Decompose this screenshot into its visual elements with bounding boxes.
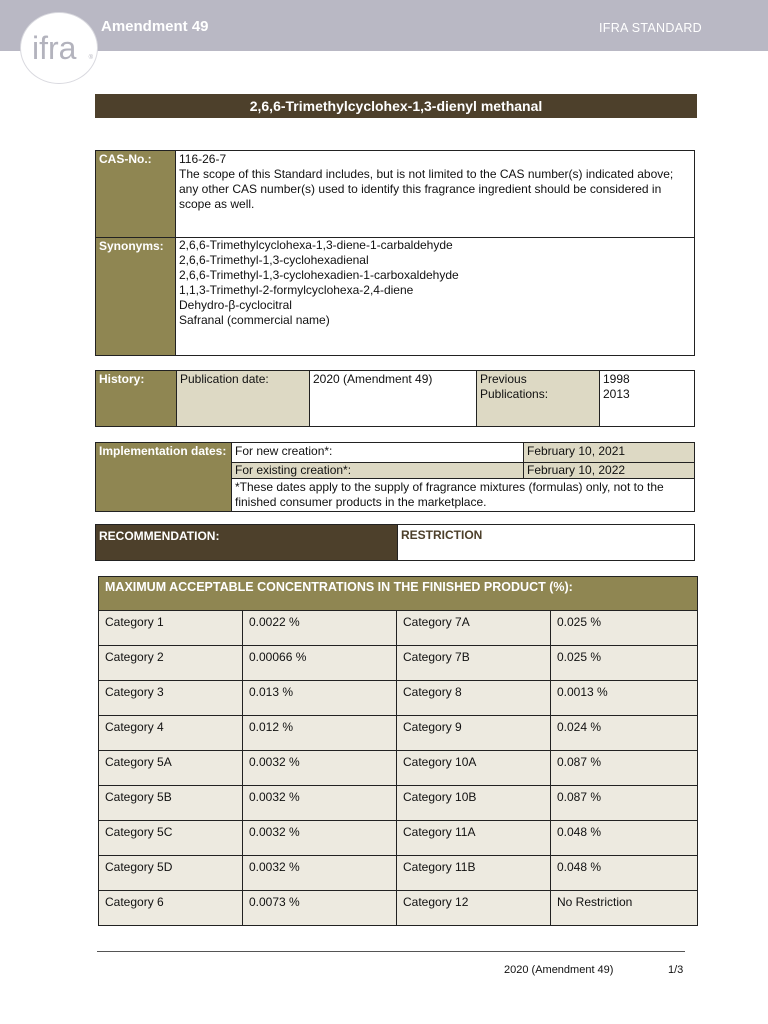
page-header xyxy=(0,0,768,51)
category-value: 0.025 % xyxy=(551,646,698,681)
identity-table xyxy=(95,150,695,356)
standard-label: IFRA STANDARD xyxy=(599,21,702,35)
category-name: Category 9 xyxy=(397,716,551,751)
category-value: 0.048 % xyxy=(551,856,698,891)
implementation-table xyxy=(95,442,695,512)
amendment-label: Amendment 49 xyxy=(101,18,209,35)
category-name: Category 5B xyxy=(99,786,243,821)
synonyms-label: Synonyms: xyxy=(96,238,176,356)
ifra-logo xyxy=(20,12,98,84)
table-row xyxy=(99,856,698,891)
synonyms-cell xyxy=(176,238,695,356)
table-row xyxy=(99,821,698,856)
category-name: Category 5C xyxy=(99,821,243,856)
table-row xyxy=(99,681,698,716)
synonym-item: Safranal (commercial name) xyxy=(179,313,330,327)
category-name: Category 1 xyxy=(99,611,243,646)
category-name: Category 7A xyxy=(397,611,551,646)
category-value: 0.0013 % xyxy=(551,681,698,716)
synonym-item: 2,6,6-Trimethylcyclohexa-1,3-diene-1-carbaldehyde xyxy=(179,238,453,252)
table-row xyxy=(99,786,698,821)
table-row xyxy=(99,646,698,681)
category-name: Category 11B xyxy=(397,856,551,891)
category-value: 0.024 % xyxy=(551,716,698,751)
footer-divider xyxy=(97,951,685,952)
table-row xyxy=(99,611,698,646)
category-name: Category 10B xyxy=(397,786,551,821)
category-value: 0.0032 % xyxy=(243,856,397,891)
previous-publications-cell xyxy=(600,371,695,427)
existing-creation-label: For existing creation*: xyxy=(232,463,524,479)
history-label: History: xyxy=(96,371,177,427)
category-name: Category 4 xyxy=(99,716,243,751)
category-value: 0.087 % xyxy=(551,786,698,821)
previous-publications-label: Previous Publications: xyxy=(477,371,600,427)
recommendation-value: RESTRICTION xyxy=(398,525,695,561)
category-value: 0.087 % xyxy=(551,751,698,786)
max-concentration-table xyxy=(98,576,698,926)
category-value: 0.00066 % xyxy=(243,646,397,681)
category-value: 0.0022 % xyxy=(243,611,397,646)
publication-date-label: Publication date: xyxy=(177,371,310,427)
new-creation-label: For new creation*: xyxy=(232,443,524,463)
synonym-item: Dehydro-β-cyclocitral xyxy=(179,298,292,312)
table-row xyxy=(99,751,698,786)
cas-label: CAS-No.: xyxy=(96,151,176,238)
recommendation-table xyxy=(95,524,695,561)
category-name: Category 5D xyxy=(99,856,243,891)
category-name: Category 12 xyxy=(397,891,551,926)
cas-note: The scope of this Standard includes, but is not limited to the CAS number(s) indicated above; any other CAS number(s) used to identify this fragrance ingredient should be considered in scope as well. xyxy=(179,167,674,211)
category-value: 0.048 % xyxy=(551,821,698,856)
footer-date: 2020 (Amendment 49) xyxy=(504,964,614,976)
cas-number: 116-26-7 xyxy=(179,152,227,166)
implementation-label: Implementation dates: xyxy=(96,443,232,512)
recommendation-label: RECOMMENDATION: xyxy=(96,525,398,561)
category-value: 0.0032 % xyxy=(243,786,397,821)
category-name: Category 5A xyxy=(99,751,243,786)
category-name: Category 7B xyxy=(397,646,551,681)
category-value: 0.0032 % xyxy=(243,751,397,786)
table-row xyxy=(99,716,698,751)
synonym-item: 1,1,3-Trimethyl-2-formylcyclohexa-2,4-diene xyxy=(179,283,414,297)
ingredient-title: 2,6,6-Trimethylcyclohex-1,3-dienyl methanal xyxy=(95,94,697,118)
category-value: 0.0073 % xyxy=(243,891,397,926)
table-row xyxy=(99,891,698,926)
implementation-note: *These dates apply to the supply of fragrance mixtures (formulas) only, not to the finished consumer products in the marketplace. xyxy=(232,479,695,512)
category-name: Category 11A xyxy=(397,821,551,856)
category-value: 0.013 % xyxy=(243,681,397,716)
category-value: 0.012 % xyxy=(243,716,397,751)
category-value: No Restriction xyxy=(551,891,698,926)
category-name: Category 10A xyxy=(397,751,551,786)
registered-mark: ® xyxy=(88,55,93,61)
category-name: Category 8 xyxy=(397,681,551,716)
max-concentration-heading: MAXIMUM ACCEPTABLE CONCENTRATIONS IN THE FINISHED PRODUCT (%): xyxy=(99,577,698,611)
synonym-item: 2,6,6-Trimethyl-1,3-cyclohexadienal xyxy=(179,253,369,267)
previous-publication: 1998 xyxy=(603,372,630,386)
logo-text: ifra xyxy=(32,30,77,66)
category-name: Category 2 xyxy=(99,646,243,681)
previous-publication: 2013 xyxy=(603,387,630,401)
category-value: 0.025 % xyxy=(551,611,698,646)
synonym-item: 2,6,6-Trimethyl-1,3-cyclohexadien-1-carboxaldehyde xyxy=(179,268,459,282)
publication-date-value: 2020 (Amendment 49) xyxy=(310,371,477,427)
category-name: Category 3 xyxy=(99,681,243,716)
existing-creation-date: February 10, 2022 xyxy=(524,463,695,479)
history-table xyxy=(95,370,695,427)
page-number: 1/3 xyxy=(668,964,684,976)
cas-cell xyxy=(176,151,695,238)
category-value: 0.0032 % xyxy=(243,821,397,856)
category-name: Category 6 xyxy=(99,891,243,926)
new-creation-date: February 10, 2021 xyxy=(524,443,695,463)
